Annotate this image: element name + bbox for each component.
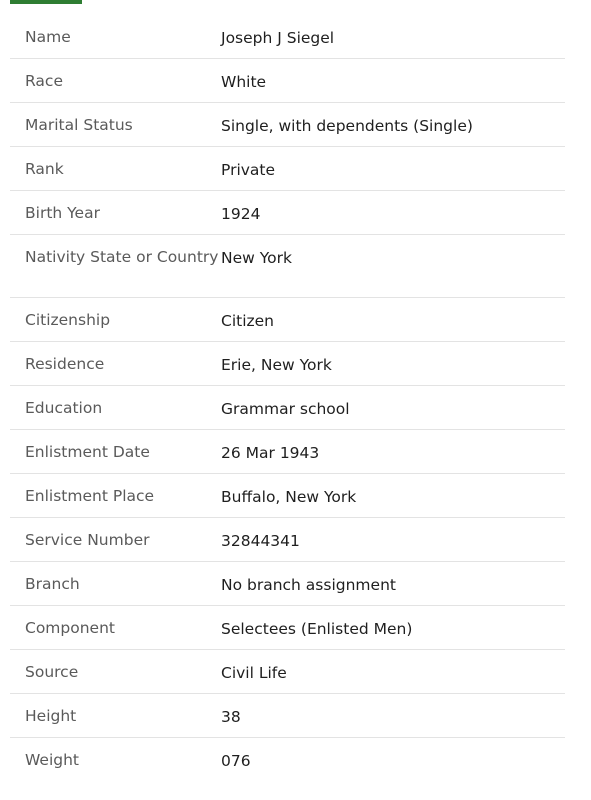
field-label: Marital Status <box>25 116 133 134</box>
field-value: Civil Life <box>221 664 287 682</box>
field-value: Erie, New York <box>221 356 332 374</box>
field-label: Education <box>25 399 103 417</box>
field-value: 26 Mar 1943 <box>221 444 320 462</box>
field-value: 38 <box>221 708 241 726</box>
field-label: Service Number <box>25 531 150 549</box>
field-label: Weight <box>25 751 80 769</box>
field-value: Single, with dependents (Single) <box>221 117 473 135</box>
field-value: 1924 <box>221 205 261 223</box>
field-label: Branch <box>25 575 80 593</box>
field-value: 076 <box>221 752 251 770</box>
record-row-marital-status <box>10 103 565 147</box>
field-value: Buffalo, New York <box>221 488 357 506</box>
field-value: No branch assignment <box>221 576 396 594</box>
record-row-nativity <box>10 235 565 298</box>
record-row-birth-year <box>10 191 565 235</box>
field-label: Nativity State or Country <box>25 248 219 266</box>
field-label: Component <box>25 619 115 637</box>
record-row-source <box>10 650 565 694</box>
record-row-education <box>10 386 565 430</box>
record-row-height <box>10 694 565 738</box>
field-label: Enlistment Place <box>25 487 155 505</box>
field-value: 32844341 <box>221 532 300 550</box>
field-label: Name <box>25 28 71 46</box>
field-label: Race <box>25 72 63 90</box>
field-label: Height <box>25 707 77 725</box>
field-label: Rank <box>25 160 64 178</box>
record-row-residence <box>10 342 565 386</box>
record-row-citizenship <box>10 298 565 342</box>
field-label: Birth Year <box>25 204 100 222</box>
record-row-race <box>10 59 565 103</box>
field-value: Private <box>221 161 276 179</box>
field-value: New York <box>221 249 292 267</box>
field-label: Citizenship <box>25 311 111 329</box>
field-value: Citizen <box>221 312 275 330</box>
record-row-name <box>10 15 565 59</box>
record-row-rank <box>10 147 565 191</box>
record-row-enlistment-place <box>10 474 565 518</box>
field-label: Source <box>25 663 79 681</box>
field-value: Selectees (Enlisted Men) <box>221 620 413 638</box>
field-value: White <box>221 73 267 91</box>
active-tab-indicator <box>10 0 82 4</box>
record-row-component <box>10 606 565 650</box>
field-value: Joseph J Siegel <box>221 29 335 47</box>
record-row-weight <box>10 738 565 782</box>
field-label: Residence <box>25 355 105 373</box>
record-row-branch <box>10 562 565 606</box>
field-label: Enlistment Date <box>25 443 150 461</box>
record-row-enlistment-date <box>10 430 565 474</box>
field-value: Grammar school <box>221 400 350 418</box>
record-details-table <box>10 15 565 782</box>
record-row-service-number <box>10 518 565 562</box>
